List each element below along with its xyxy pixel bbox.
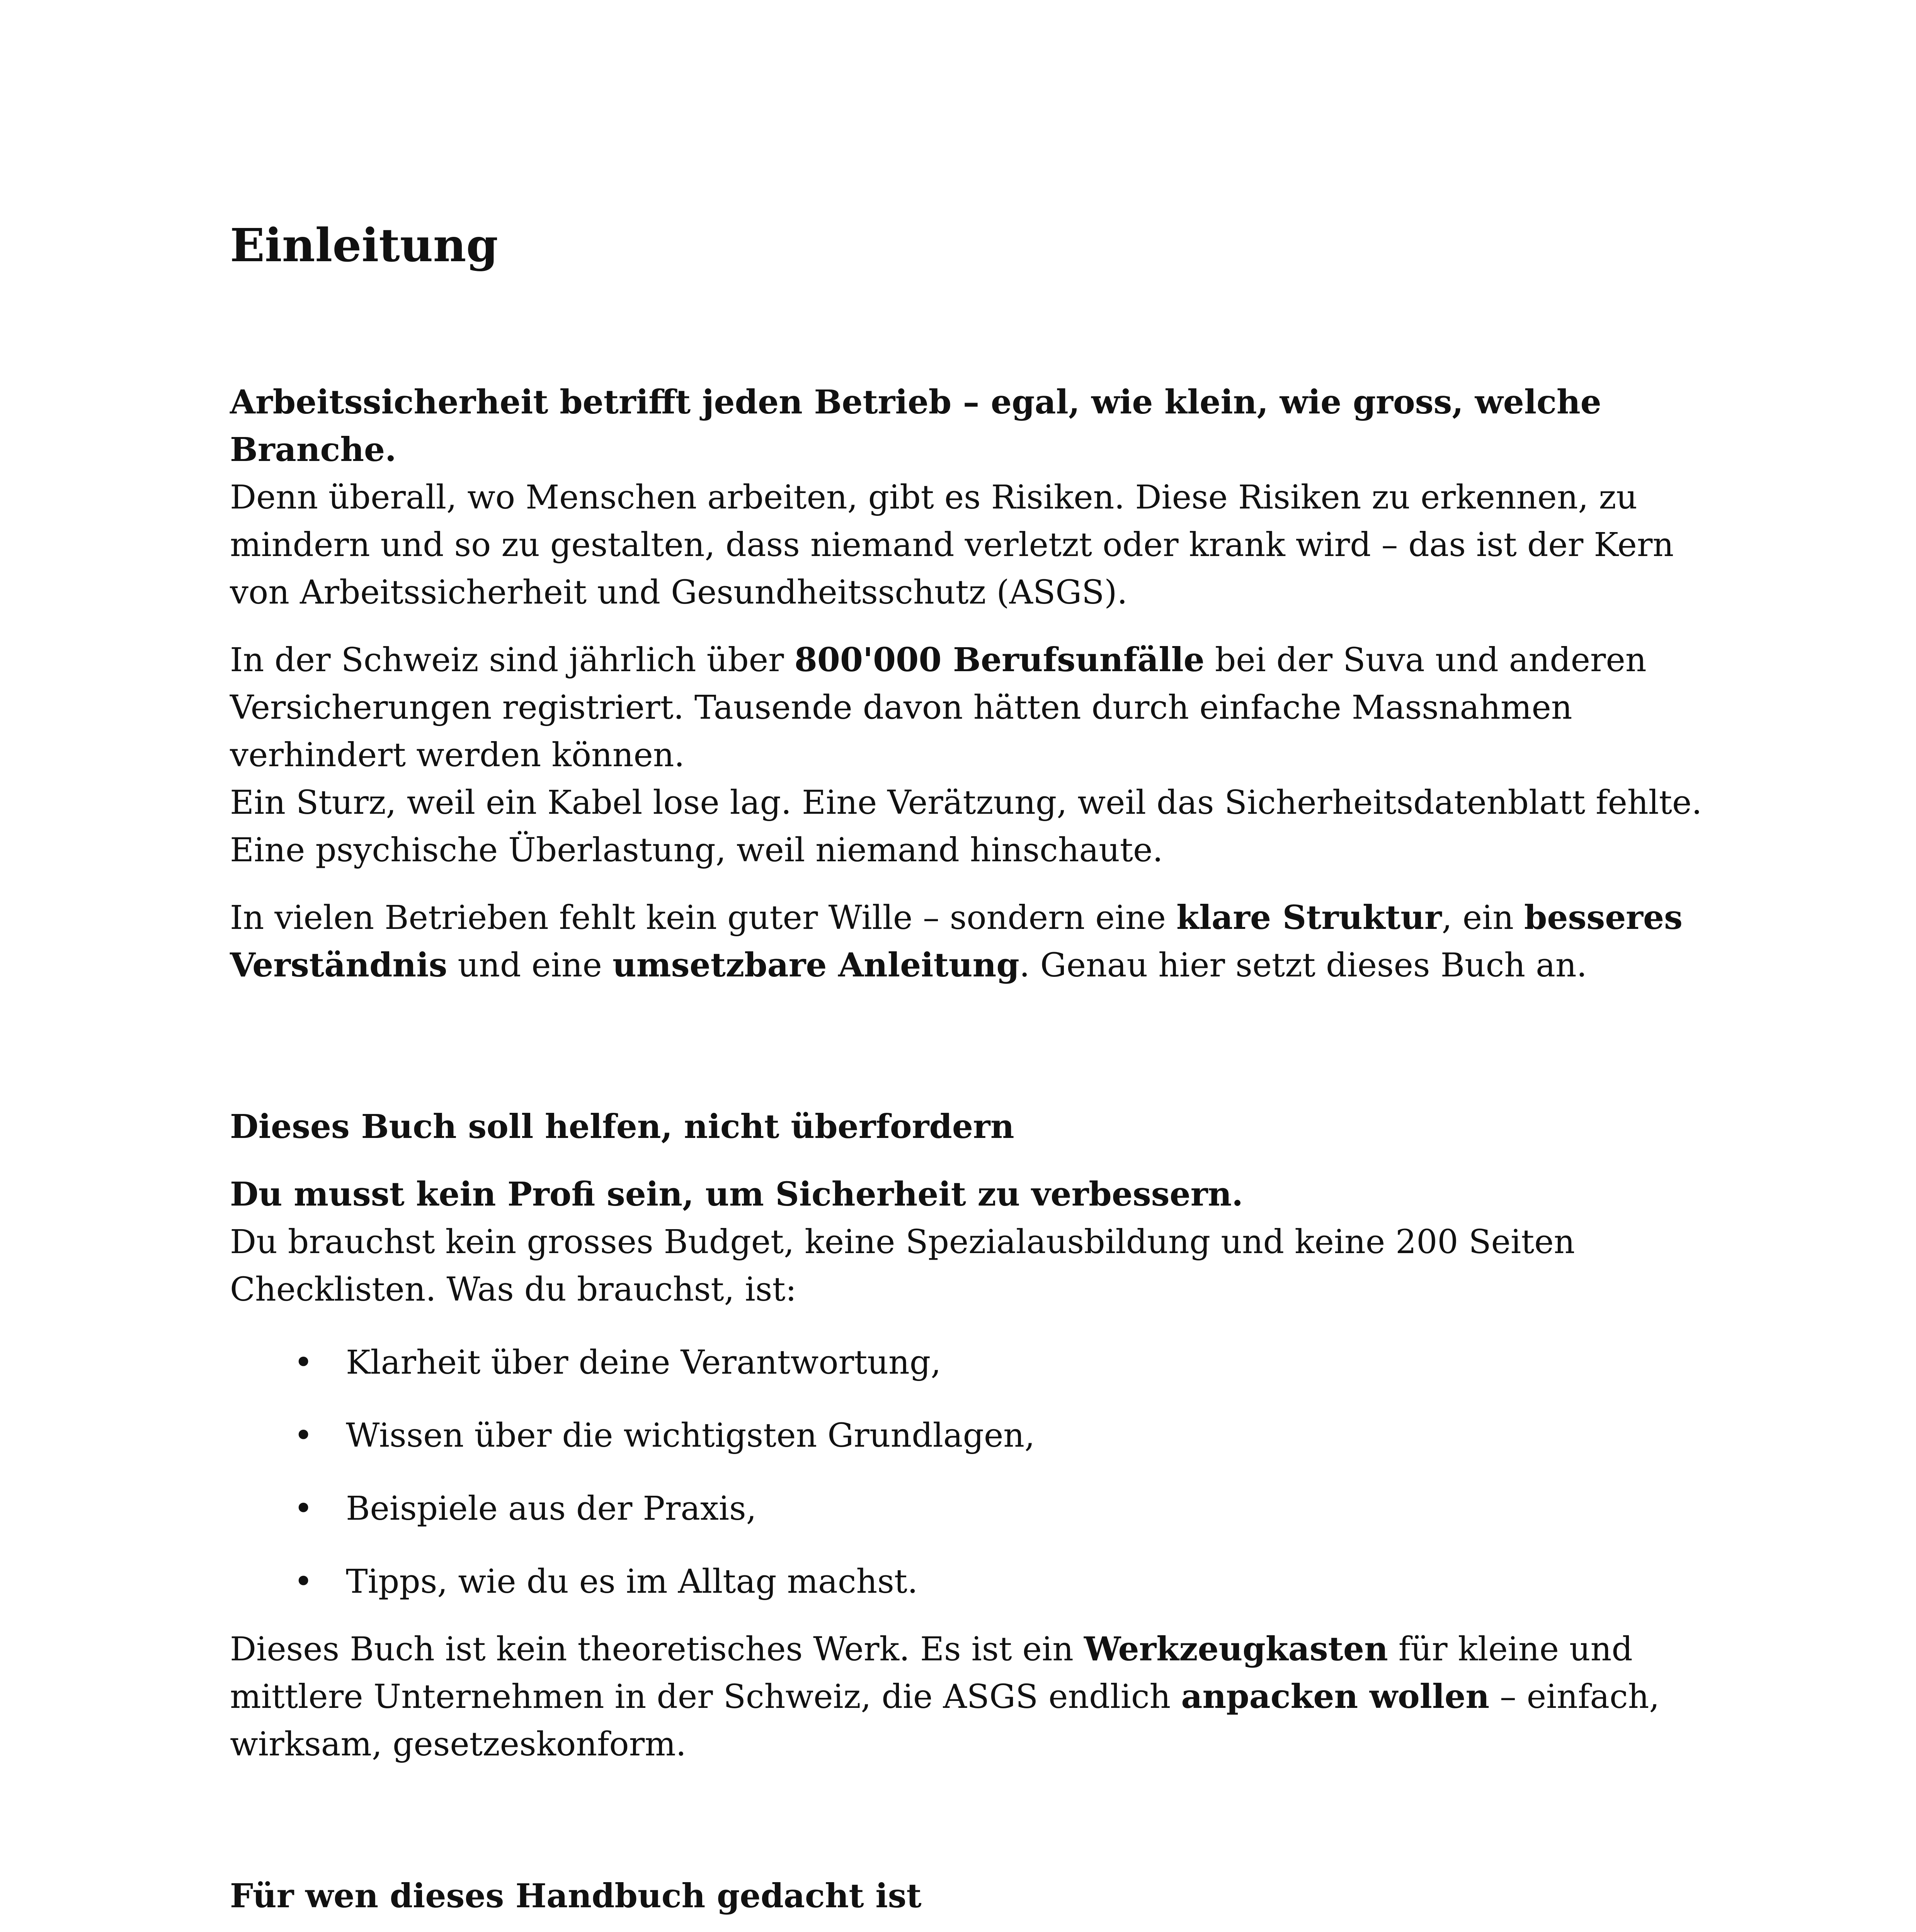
bold-run: Werkzeugkasten xyxy=(1084,1630,1388,1668)
bullet-icon: • xyxy=(294,1490,313,1528)
text-run: – einfach, wirksam, gesetzeskonform. xyxy=(230,1678,1660,1764)
text-run: , ein xyxy=(1441,899,1524,937)
bold-run: klare Struktur xyxy=(1176,898,1442,937)
section1-lead-paragraph xyxy=(230,1171,1710,1313)
list-item xyxy=(230,1412,1710,1459)
intro-paragraph-1 xyxy=(230,379,1710,616)
text-run: für kleine und mittlere Unternehmen in der Schweiz, die ASGS endlich xyxy=(230,1630,1633,1716)
section-heading-helfen: Dieses Buch soll helfen, nicht überfordern xyxy=(230,1107,1014,1146)
intro-lead-text: Denn überall, wo Menschen arbeiten, gibt es Risiken. Diese Risiken zu erkennen, zu mindern und so zu gestalten, dass niemand verletzt oder krank wird – das ist der Kern von Arbeitssicherheit und Gesundheitsschutz (ASGS). xyxy=(230,478,1674,612)
bullet-icon: • xyxy=(294,1344,313,1382)
intro-paragraph-2 xyxy=(230,636,1710,874)
text-run: In vielen Betrieben fehlt kein guter Wille – sondern eine xyxy=(230,899,1176,937)
bold-run: anpacken wollen xyxy=(1181,1677,1490,1716)
list-item xyxy=(230,1558,1710,1605)
list-item-text: Klarheit über deine Verantwortung, xyxy=(346,1344,941,1382)
section1-bullet-list xyxy=(230,1339,1710,1605)
intro-lead-bold: Arbeitssicherheit betrifft jeden Betrieb – egal, wie klein, wie gross, welche Branche. xyxy=(230,383,1601,469)
text-run: bei der Suva und anderen Versicherungen registriert. Tausende davon hätten durch einfache Massnahmen verhindert werden können. xyxy=(230,641,1647,774)
list-item xyxy=(230,1339,1710,1386)
list-item xyxy=(230,1485,1710,1532)
bullet-icon: • xyxy=(294,1563,313,1601)
section1-closing-paragraph xyxy=(230,1626,1710,1768)
text-run: Ein Sturz, weil ein Kabel lose lag. Eine Verätzung, weil das Sicherheitsdatenblatt fehlte. Eine psychische Überlastung, weil niemand hinschaute. xyxy=(230,784,1702,869)
text-run: In der Schweiz sind jährlich über xyxy=(230,641,795,679)
bold-run: umsetzbare Anleitung xyxy=(612,946,1019,985)
list-item-text: Wissen über die wichtigsten Grundlagen, xyxy=(346,1417,1035,1455)
intro-paragraph-3 xyxy=(230,894,1710,989)
bullet-icon: • xyxy=(294,1417,313,1455)
accident-count-bold: 800'000 Berufsunfälle xyxy=(794,641,1205,679)
bold-run: besseres Verständnis xyxy=(230,898,1683,985)
section1-lead-text: Du brauchst kein grosses Budget, keine Spezialausbildung und keine 200 Seiten Checklisten. Was du brauchst, ist: xyxy=(230,1223,1575,1309)
page-title: Einleitung xyxy=(230,218,498,272)
list-item-text: Tipps, wie du es im Alltag machst. xyxy=(346,1563,918,1601)
section1-lead-bold: Du musst kein Profi sein, um Sicherheit zu verbessern. xyxy=(230,1175,1243,1214)
page-content xyxy=(230,216,1710,1932)
section-heading-zielgruppe: Für wen dieses Handbuch gedacht ist xyxy=(230,1877,922,1915)
text-run: . Genau hier setzt dieses Buch an. xyxy=(1019,946,1587,985)
text-run: und eine xyxy=(447,946,613,985)
list-item-text: Beispiele aus der Praxis, xyxy=(346,1490,757,1528)
text-run: Dieses Buch ist kein theoretisches Werk. Es ist ein xyxy=(230,1630,1084,1668)
